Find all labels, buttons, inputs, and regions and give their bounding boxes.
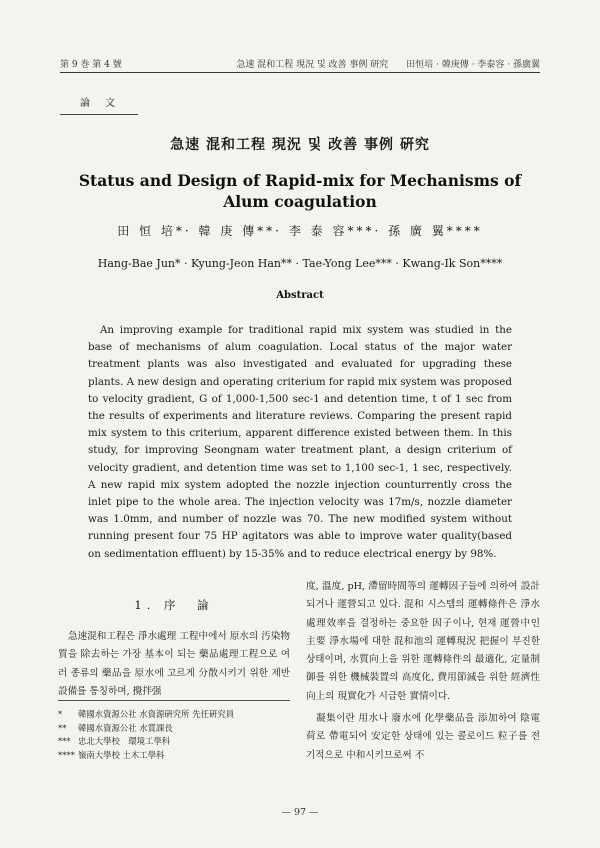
- paper-title-korean: 急速 混和工程 現況 및 改善 事例 硏究: [170, 137, 430, 153]
- intro-right-paragraph-2: 凝集이란 用水나 廢水에 化學藥品을 添加하여 陰電荷로 帶電되어 安定한 상태에 있는 콜로이드 粒子를 전기적으로 中和시키므로써 不: [306, 713, 540, 761]
- footnote-rule: [58, 700, 290, 701]
- footnote-mark: ***: [58, 736, 71, 747]
- footnote-text: 韓國水資源公社 水質課長: [78, 722, 173, 733]
- intro-left-text: 急速混和工程은 淨水處理 工程中에서 原水의 汚染物質을 除去하는 가장 基本이 되는 藥品處理工程으로 여러 종류의 藥品을 原水에 고르게 分散시키기 위한 제반設備를 통칭하며, 攪拌强: [58, 631, 290, 698]
- footnote-1: [58, 708, 290, 722]
- intro-right-paragraph-1: 度, 溫度, pH, 滯留時間等의 運轉因子들에 의하여 設計되거나 運營되고 있다. 混和 시스템의 運轉條件은 淨水處理效率을 결정하는 중요한 因子이나, 현재 運營中인 主要 淨水場에 대한 混和池의 運轉現況 把握이 부진한 상태이며, 水質向上을 위한 運轉條件의 最適化, 定量制御를 위한 機械裝置의 高度化, 費用節減을 위한 經濟性向上의 現實化가 시급한 實情이다.: [306, 581, 540, 702]
- paper-title-english-line2: Alum coagulation: [223, 192, 377, 211]
- paper-title-english: [60, 170, 540, 212]
- intro-heading: 1. 序 論: [134, 598, 214, 612]
- footnote-3: [58, 735, 290, 749]
- section-label: 論 文: [80, 98, 122, 109]
- footnotes: [58, 708, 290, 762]
- running-header: [60, 57, 540, 71]
- running-title-authors: 急速 混和工程 現況 및 改善 事例 研究 田恒培 · 韓庚傳 · 李泰容 · 孫廣翼: [236, 60, 540, 70]
- abstract-heading: Abstract: [276, 290, 324, 301]
- authors-korean: 田 恒 培*· 韓 庚 傳**· 李 泰 容***· 孫 廣 翼****: [117, 224, 483, 238]
- paper-title-english-line1: Status and Design of Rapid-mix for Mechanisms of: [78, 171, 522, 190]
- section-rule: [60, 114, 138, 115]
- authors-english: Hang-Bae Jun* · Kyung-Jeon Han** · Tae-Yong Lee*** · Kwang-Ik Son****: [97, 257, 503, 270]
- page-number: — 97 —: [281, 807, 319, 818]
- footnote-text: 忠北大學校 環境工學科: [78, 736, 171, 747]
- intro-right-column: [306, 578, 540, 765]
- footnote-mark: ****: [58, 749, 75, 760]
- header-rule: [60, 72, 540, 73]
- footnote-text: 嶺南大學校 土木工學科: [78, 749, 165, 760]
- footnote-text: 韓國水資源公社 水資源硏究所 先任硏究員: [78, 709, 235, 719]
- footnote-mark: *: [58, 709, 63, 719]
- journal-volume-issue: 第 9 巻 第 4 號: [60, 60, 122, 70]
- abstract-body: An improving example for traditional rapid mix system was studied in the base of mechanisms of alum coagulation. Local status of the major water treatment plants was also investigated and evaluated for upgrading these plants. A new design and operating criterium for rapid mix system was proposed to velocity gradient, G of 1,000-1,500 sec-1 and detention time, t of 1 sec from the results of experiments and literature reviews. Comparing the present rapid mix system to this criterium, apparent difference existed between them. In this study, for improving Seongnam water treatment plant, a design criterium of velocity gradient, and detention time was set to 1,100 sec-1, 1 sec, respectively. A new rapid mix system adopted the nozzle injection counturrently cross the inlet pipe to the whole area. The injection velocity was 17m/s, nozzle diameter was 1.0mm, and number of nozzle was 70. The new modified system without running present four 75 HP agitators was able to improve water quality(based on sedimentation effluent) by 15-35% and to reduce electrical energy by 98%.: [88, 324, 512, 560]
- footnote-2: [58, 722, 290, 736]
- footnote-4: [58, 749, 290, 763]
- footnote-mark: **: [58, 722, 67, 733]
